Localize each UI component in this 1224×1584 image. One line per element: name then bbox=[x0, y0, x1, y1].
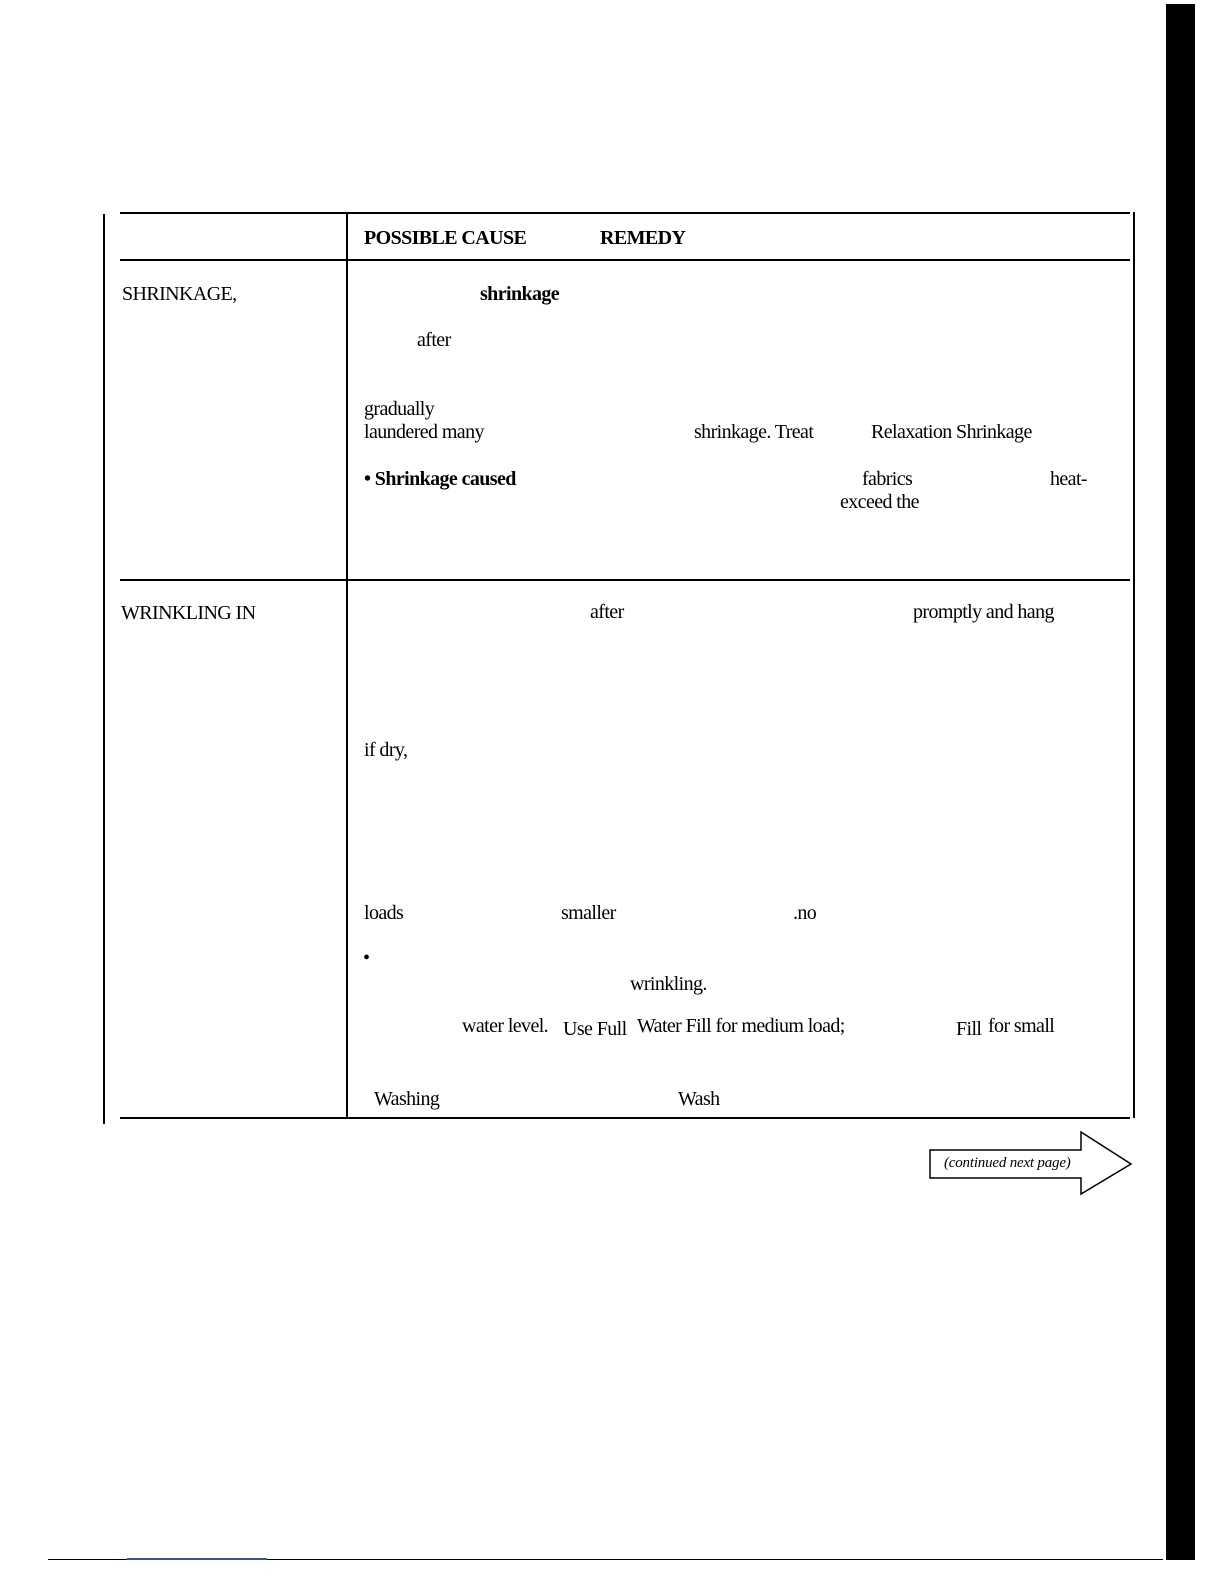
continued-next-page-label: (continued next page) bbox=[944, 1155, 1071, 1171]
wrinkling-fragment: water level. bbox=[462, 1015, 549, 1037]
shrinkage-fragment: • Shrinkage caused bbox=[364, 468, 516, 490]
table-left-border bbox=[103, 214, 105, 1124]
header-remedy: REMEDY bbox=[600, 227, 686, 249]
shrinkage-fragment: exceed the bbox=[840, 491, 919, 513]
table-column-divider bbox=[346, 212, 348, 1118]
shrinkage-fragment: heat- bbox=[1050, 468, 1087, 490]
shrinkage-fragment: Relaxation Shrinkage bbox=[871, 421, 1032, 443]
wrinkling-fragment: for small bbox=[988, 1015, 1055, 1037]
table-right-border bbox=[1133, 212, 1135, 1118]
wrinkling-fragment: • bbox=[363, 947, 370, 969]
wrinkling-fragment: Wash bbox=[678, 1088, 720, 1110]
wrinkling-fragment: .no bbox=[793, 902, 817, 924]
wrinkling-fragment: wrinkling. bbox=[630, 973, 707, 995]
problem-shrinkage: SHRINKAGE, bbox=[122, 283, 237, 305]
page-edge-bar bbox=[1166, 4, 1195, 1560]
shrinkage-fragment: after bbox=[417, 329, 451, 351]
wrinkling-fragment: Washing bbox=[374, 1088, 440, 1110]
wrinkling-fragment: Use Full bbox=[563, 1018, 627, 1040]
shrinkage-fragment: laundered many bbox=[364, 421, 484, 443]
wrinkling-fragment: loads bbox=[364, 902, 404, 924]
wrinkling-fragment: smaller bbox=[561, 902, 616, 924]
wrinkling-fragment: Water Fill for medium load; bbox=[637, 1015, 845, 1037]
header-possible-cause: POSSIBLE CAUSE bbox=[364, 227, 527, 249]
problem-wrinkling: WRINKLING IN bbox=[121, 602, 256, 624]
table-row-divider bbox=[120, 579, 1130, 581]
bottom-blue-rule bbox=[127, 1558, 267, 1560]
shrinkage-fragment: shrinkage. Treat bbox=[694, 421, 814, 443]
shrinkage-fragment: shrinkage bbox=[480, 283, 560, 305]
wrinkling-fragment: if dry, bbox=[364, 739, 408, 761]
shrinkage-fragment: fabrics bbox=[862, 468, 913, 490]
wrinkling-fragment: promptly and hang bbox=[913, 601, 1054, 623]
shrinkage-fragment: gradually bbox=[364, 398, 435, 420]
table-bottom-rule bbox=[120, 1117, 1130, 1119]
wrinkling-fragment: after bbox=[590, 601, 624, 623]
table-top-rule bbox=[120, 212, 1130, 214]
wrinkling-fragment: Fill bbox=[956, 1018, 982, 1040]
table-header-rule bbox=[120, 259, 1130, 261]
